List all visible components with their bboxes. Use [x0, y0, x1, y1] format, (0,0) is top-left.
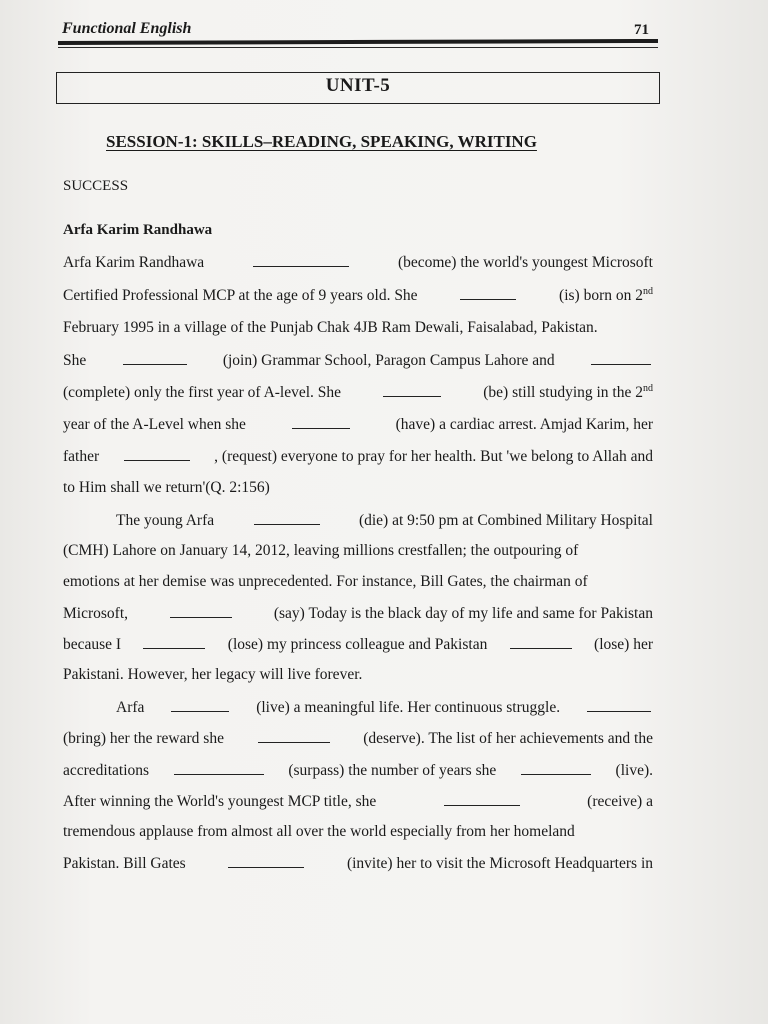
text-line [63, 760, 653, 781]
text-segment: , (request) everyone to pray for her health. But 'we belong to Allah and [214, 448, 653, 465]
text-segment: She [63, 352, 87, 369]
fill-blank[interactable] [521, 760, 591, 775]
text-segment: (be) still studying in the 2 [483, 384, 643, 401]
text-line [63, 665, 653, 685]
text-segment: (is) born on 2 [559, 287, 643, 304]
session-heading: SESSION-1: SKILLS–READING, SPEAKING, WRITING [106, 132, 537, 151]
text-line [63, 446, 653, 467]
text-segment: Certified Professional MCP at the age of 9 years old. She [63, 287, 418, 304]
text-line [63, 350, 653, 371]
text-segment: (complete) only the first year of A-level. She [63, 384, 342, 401]
text-segment: Arfa Karim Randhawa [63, 254, 205, 271]
text-segment: (deserve). The list of her achievements and the [363, 730, 653, 747]
text-segment: father [63, 448, 100, 465]
unit-title-box [56, 72, 660, 104]
header-rule-thin [58, 47, 658, 48]
fill-blank[interactable] [123, 350, 187, 365]
text-segment: to Him shall we return'(Q. 2:156) [63, 479, 270, 496]
text-line [63, 414, 653, 435]
text-line [63, 791, 653, 812]
fill-blank[interactable] [444, 791, 520, 806]
text-segment: (surpass) the number of years she [288, 762, 497, 779]
text-segment: February 1995 in a village of the Punjab Chak 4JB Ram Dewali, Faisalabad, Pakistan. [63, 319, 598, 336]
text-line [63, 603, 653, 624]
superscript: nd [643, 382, 653, 394]
fill-blank[interactable] [170, 603, 232, 618]
fill-blank[interactable] [253, 252, 349, 267]
text-segment: (live) a meaningful life. Her continuous struggle. [256, 699, 561, 716]
text-line [63, 853, 653, 874]
text-line [63, 318, 653, 338]
text-segment: (have) a cardiac arrest. Amjad Karim, her [395, 416, 653, 433]
fill-blank[interactable] [174, 760, 264, 775]
text-segment: emotions at her demise was unprecedented. For instance, Bill Gates, the chairman of [63, 573, 588, 590]
unit-title: UNIT-5 [325, 75, 391, 96]
text-line [63, 478, 653, 498]
text-segment: (join) Grammar School, Paragon Campus Lahore and [222, 352, 555, 369]
text-segment: The young Arfa [116, 512, 215, 529]
subject-name-heading: Arfa Karim Randhawa [63, 222, 213, 238]
text-segment: (lose) her [594, 636, 653, 653]
text-line [63, 572, 653, 592]
page-number: 71 [634, 22, 649, 38]
text-line [116, 510, 653, 531]
superscript: nd [642, 285, 653, 297]
fill-blank[interactable] [258, 728, 330, 743]
text-segment: year of the A-Level when she [63, 416, 246, 433]
text-segment: Pakistani. However, her legacy will live forever. [63, 666, 363, 683]
text-segment: (receive) a [587, 793, 653, 810]
fill-blank[interactable] [228, 853, 304, 868]
text-segment: (invite) her to visit the Microsoft Headquarters in [346, 855, 653, 872]
text-segment: (bring) her the reward she [63, 730, 224, 747]
text-line [63, 822, 653, 842]
text-segment: (live). [615, 762, 653, 779]
text-segment: Pakistan. Bill Gates [63, 855, 186, 872]
fill-blank[interactable] [383, 382, 441, 397]
text-segment: tremendous applause from almost all over the world especially from her homeland [63, 823, 575, 840]
text-segment: because I [63, 636, 122, 653]
text-line [63, 252, 653, 273]
section-heading: SUCCESS [63, 178, 129, 194]
fill-blank[interactable] [171, 697, 229, 712]
text-line [63, 382, 653, 403]
fill-blank[interactable] [292, 414, 350, 429]
fill-blank[interactable] [587, 697, 651, 712]
text-segment: (CMH) Lahore on January 14, 2012, leaving millions crestfallen; the outpouring of [63, 542, 579, 559]
text-segment: Microsoft, [63, 605, 129, 622]
fill-blank[interactable] [254, 510, 320, 525]
text-segment: accreditations [63, 762, 150, 779]
text-line [116, 697, 653, 718]
text-segment: (become) the world's youngest Microsoft [397, 254, 653, 271]
fill-blank[interactable] [143, 634, 205, 649]
text-segment: (die) at 9:50 pm at Combined Military Hospital [358, 512, 653, 529]
text-segment: After winning the World's youngest MCP title, she [63, 793, 377, 810]
fill-blank[interactable] [460, 285, 516, 300]
text-line [63, 634, 653, 655]
text-segment: (say) Today is the black day of my life and same for Pakistan [273, 605, 653, 622]
fill-blank[interactable] [591, 350, 651, 365]
header-rule-thick [58, 39, 658, 45]
text-line [63, 285, 653, 306]
book-title: Functional English [62, 20, 192, 37]
text-line [63, 541, 653, 561]
text-line [63, 728, 653, 749]
text-segment: Arfa [116, 699, 145, 716]
fill-blank[interactable] [510, 634, 572, 649]
fill-blank[interactable] [124, 446, 190, 461]
text-segment: (lose) my princess colleague and Pakistan [227, 636, 488, 653]
